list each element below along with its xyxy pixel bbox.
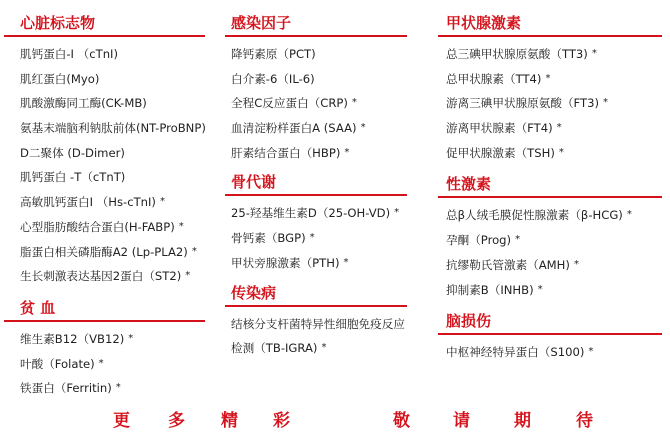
test-item-label: 抗缪勒氏管激素（AMH) bbox=[446, 257, 570, 272]
test-item-label: D二聚体 (D-Dimer) bbox=[20, 145, 125, 160]
section-cardiac-markers bbox=[20, 14, 215, 289]
test-item bbox=[20, 141, 215, 166]
test-item-label: 肝素结合蛋白（HBP) bbox=[231, 145, 341, 160]
section-sex-hormones bbox=[446, 175, 662, 302]
section-divider bbox=[438, 196, 662, 198]
column-left bbox=[20, 14, 215, 401]
footer-char: 多 bbox=[168, 411, 185, 431]
section-spacer bbox=[446, 165, 662, 175]
test-item bbox=[20, 91, 215, 116]
section-anemia bbox=[20, 299, 215, 401]
test-item-label: 肌钙蛋白-I （cTnI) bbox=[20, 47, 119, 61]
section-header bbox=[446, 175, 662, 198]
test-item bbox=[231, 141, 413, 166]
section-brain-injury bbox=[446, 312, 662, 365]
test-item-label: 全程C反应蛋白（CRP) bbox=[231, 96, 348, 111]
test-item-label: 心型脂肪酸结合蛋白(H-FABP) bbox=[20, 219, 175, 234]
test-item-label: 降钙素原（PCT) bbox=[231, 47, 316, 61]
test-item bbox=[446, 253, 662, 278]
footer-char: 待 bbox=[576, 411, 593, 431]
section-infectious-disease bbox=[231, 284, 413, 361]
section-spacer bbox=[231, 165, 413, 173]
footer-char: 彩 bbox=[273, 411, 290, 431]
test-item bbox=[20, 264, 215, 289]
test-item bbox=[20, 327, 215, 352]
test-item bbox=[20, 190, 215, 215]
test-item-label: 结核分支杆菌特异性细胞免疫反应 bbox=[231, 316, 405, 331]
footer-char: 敬 bbox=[393, 411, 410, 431]
section-header bbox=[231, 284, 413, 307]
asterisk-mark: * bbox=[128, 332, 134, 344]
asterisk-mark: * bbox=[191, 245, 197, 257]
test-item bbox=[231, 91, 413, 116]
section-header bbox=[446, 14, 662, 37]
test-item-label: 氨基末端脑利钠肽前体(NT-ProBNP) bbox=[20, 121, 206, 136]
section-header bbox=[231, 14, 413, 37]
test-item bbox=[20, 116, 215, 141]
section-title: 脑损伤 bbox=[446, 312, 492, 331]
test-item-label: 25-羟基维生素D（25-OH-VD) bbox=[231, 206, 391, 221]
section-divider bbox=[225, 305, 407, 307]
test-item-label: 促甲状腺激素（TSH) bbox=[446, 145, 555, 160]
asterisk-mark: * bbox=[178, 220, 184, 232]
test-item-label: 肌酸激酶同工酶(CK-MB) bbox=[20, 96, 147, 111]
test-item bbox=[446, 67, 662, 92]
item-list bbox=[20, 42, 215, 289]
asterisk-mark: * bbox=[515, 234, 521, 246]
test-item-label: 游离三碘甲状腺原氨酸（FT3) bbox=[446, 96, 599, 111]
test-item-label: 抑制素B（INHB) bbox=[446, 282, 534, 297]
asterisk-mark: * bbox=[626, 209, 632, 221]
test-item bbox=[20, 240, 215, 265]
section-bone-metabolism bbox=[231, 173, 413, 275]
section-title: 性激素 bbox=[446, 175, 492, 194]
test-item bbox=[20, 215, 215, 240]
test-item bbox=[446, 203, 662, 228]
test-item-label: 甲状旁腺激素（PTH) bbox=[231, 255, 340, 270]
section-title: 骨代谢 bbox=[231, 173, 277, 192]
section-header bbox=[446, 312, 662, 335]
test-item bbox=[231, 201, 413, 226]
section-title: 甲状腺激素 bbox=[446, 14, 522, 32]
test-item-label: 铁蛋白（Ferritin) bbox=[20, 381, 112, 396]
asterisk-mark: * bbox=[98, 357, 104, 369]
test-item bbox=[231, 226, 413, 251]
test-item-label: 维生素B12（VB12) bbox=[20, 331, 125, 346]
item-list bbox=[446, 42, 662, 165]
asterisk-mark: * bbox=[545, 72, 551, 84]
column-right bbox=[446, 14, 662, 365]
test-item bbox=[20, 165, 215, 190]
test-item bbox=[446, 141, 662, 166]
test-item bbox=[446, 116, 662, 141]
test-item-label: 中枢神经特异蛋白（S100) bbox=[446, 345, 585, 360]
section-header bbox=[20, 14, 215, 37]
section-header bbox=[231, 173, 413, 196]
item-list bbox=[231, 312, 413, 361]
test-item bbox=[446, 340, 662, 365]
test-item-label: 孕酮（Prog) bbox=[446, 233, 512, 248]
section-title: 心脏标志物 bbox=[20, 14, 96, 32]
asterisk-mark: * bbox=[115, 382, 121, 394]
test-item bbox=[20, 67, 215, 92]
asterisk-mark: * bbox=[343, 256, 349, 268]
section-title: 感染因子 bbox=[231, 14, 292, 32]
test-item bbox=[446, 42, 662, 67]
test-item bbox=[446, 228, 662, 253]
test-item-label: 肌钙蛋白 -T（cTnT) bbox=[20, 170, 126, 185]
test-item-label: 高敏肌钙蛋白I （Hs-cTnI) bbox=[20, 195, 156, 210]
asterisk-mark: * bbox=[344, 146, 350, 158]
section-divider bbox=[4, 320, 205, 322]
test-item-label: 脂蛋白相关磷脂酶A2 (Lp-PLA2) bbox=[20, 244, 188, 259]
section-title: 贫 血 bbox=[20, 298, 56, 317]
asterisk-mark: * bbox=[394, 207, 400, 219]
section-divider bbox=[225, 35, 407, 37]
test-item bbox=[231, 67, 413, 92]
section-thyroid-hormones bbox=[446, 14, 662, 165]
test-item bbox=[231, 251, 413, 276]
asterisk-mark: * bbox=[351, 97, 357, 109]
asterisk-mark: * bbox=[602, 97, 608, 109]
test-item bbox=[446, 91, 662, 116]
test-item-label: 叶酸（Folate) bbox=[20, 356, 95, 371]
section-spacer bbox=[446, 302, 662, 312]
test-item bbox=[231, 116, 413, 141]
section-header bbox=[20, 299, 215, 322]
test-item bbox=[231, 42, 413, 67]
test-item bbox=[231, 312, 413, 337]
test-item-label: 生长刺激表达基因2蛋白（ST2) bbox=[20, 269, 182, 284]
footer-char: 更 bbox=[113, 411, 130, 431]
asterisk-mark: * bbox=[185, 270, 191, 282]
test-item bbox=[20, 376, 215, 401]
test-item-label: 游离甲状腺素（FT4) bbox=[446, 121, 553, 136]
asterisk-mark: * bbox=[556, 122, 562, 134]
section-divider bbox=[4, 35, 205, 37]
section-spacer bbox=[20, 289, 215, 299]
test-item bbox=[446, 278, 662, 303]
footer-char: 精 bbox=[221, 411, 238, 431]
test-item bbox=[231, 336, 413, 361]
asterisk-mark: * bbox=[321, 342, 327, 354]
section-divider bbox=[438, 333, 662, 335]
asterisk-mark: * bbox=[588, 346, 594, 358]
section-infection-factors bbox=[231, 14, 413, 165]
item-list bbox=[446, 203, 662, 302]
test-item-label: 血清淀粉样蛋白A (SAA) bbox=[231, 121, 357, 136]
test-item bbox=[20, 352, 215, 377]
test-item-label: 总三碘甲状腺原氨酸（TT3) bbox=[446, 47, 588, 61]
asterisk-mark: * bbox=[591, 48, 597, 59]
footer-char: 请 bbox=[453, 411, 470, 431]
asterisk-mark: * bbox=[537, 283, 543, 295]
test-item-label: 骨钙素（BGP) bbox=[231, 231, 306, 246]
item-list bbox=[20, 327, 215, 401]
asterisk-mark: * bbox=[558, 146, 564, 158]
test-item-label: 检测（TB-IGRA) bbox=[231, 341, 318, 356]
test-item bbox=[20, 42, 215, 67]
item-list bbox=[231, 201, 413, 275]
test-item-label: 总甲状腺素（TT4) bbox=[446, 71, 542, 86]
test-item-label: 肌红蛋白(Myo) bbox=[20, 71, 100, 86]
section-divider bbox=[438, 35, 662, 37]
item-list bbox=[231, 42, 413, 165]
footer-slogan bbox=[0, 406, 670, 434]
asterisk-mark: * bbox=[309, 232, 315, 244]
section-spacer bbox=[231, 276, 413, 284]
section-divider bbox=[225, 194, 407, 196]
asterisk-mark: * bbox=[159, 196, 165, 208]
test-item-label: 总β人绒毛膜促性腺激素（β-HCG) bbox=[446, 208, 623, 223]
footer-char: 期 bbox=[514, 411, 531, 431]
test-item-label: 白介素-6（IL-6) bbox=[231, 71, 315, 86]
item-list bbox=[446, 340, 662, 365]
asterisk-mark: * bbox=[573, 258, 579, 270]
asterisk-mark: * bbox=[360, 122, 366, 134]
section-title: 传染病 bbox=[231, 283, 277, 302]
column-middle bbox=[231, 14, 413, 361]
